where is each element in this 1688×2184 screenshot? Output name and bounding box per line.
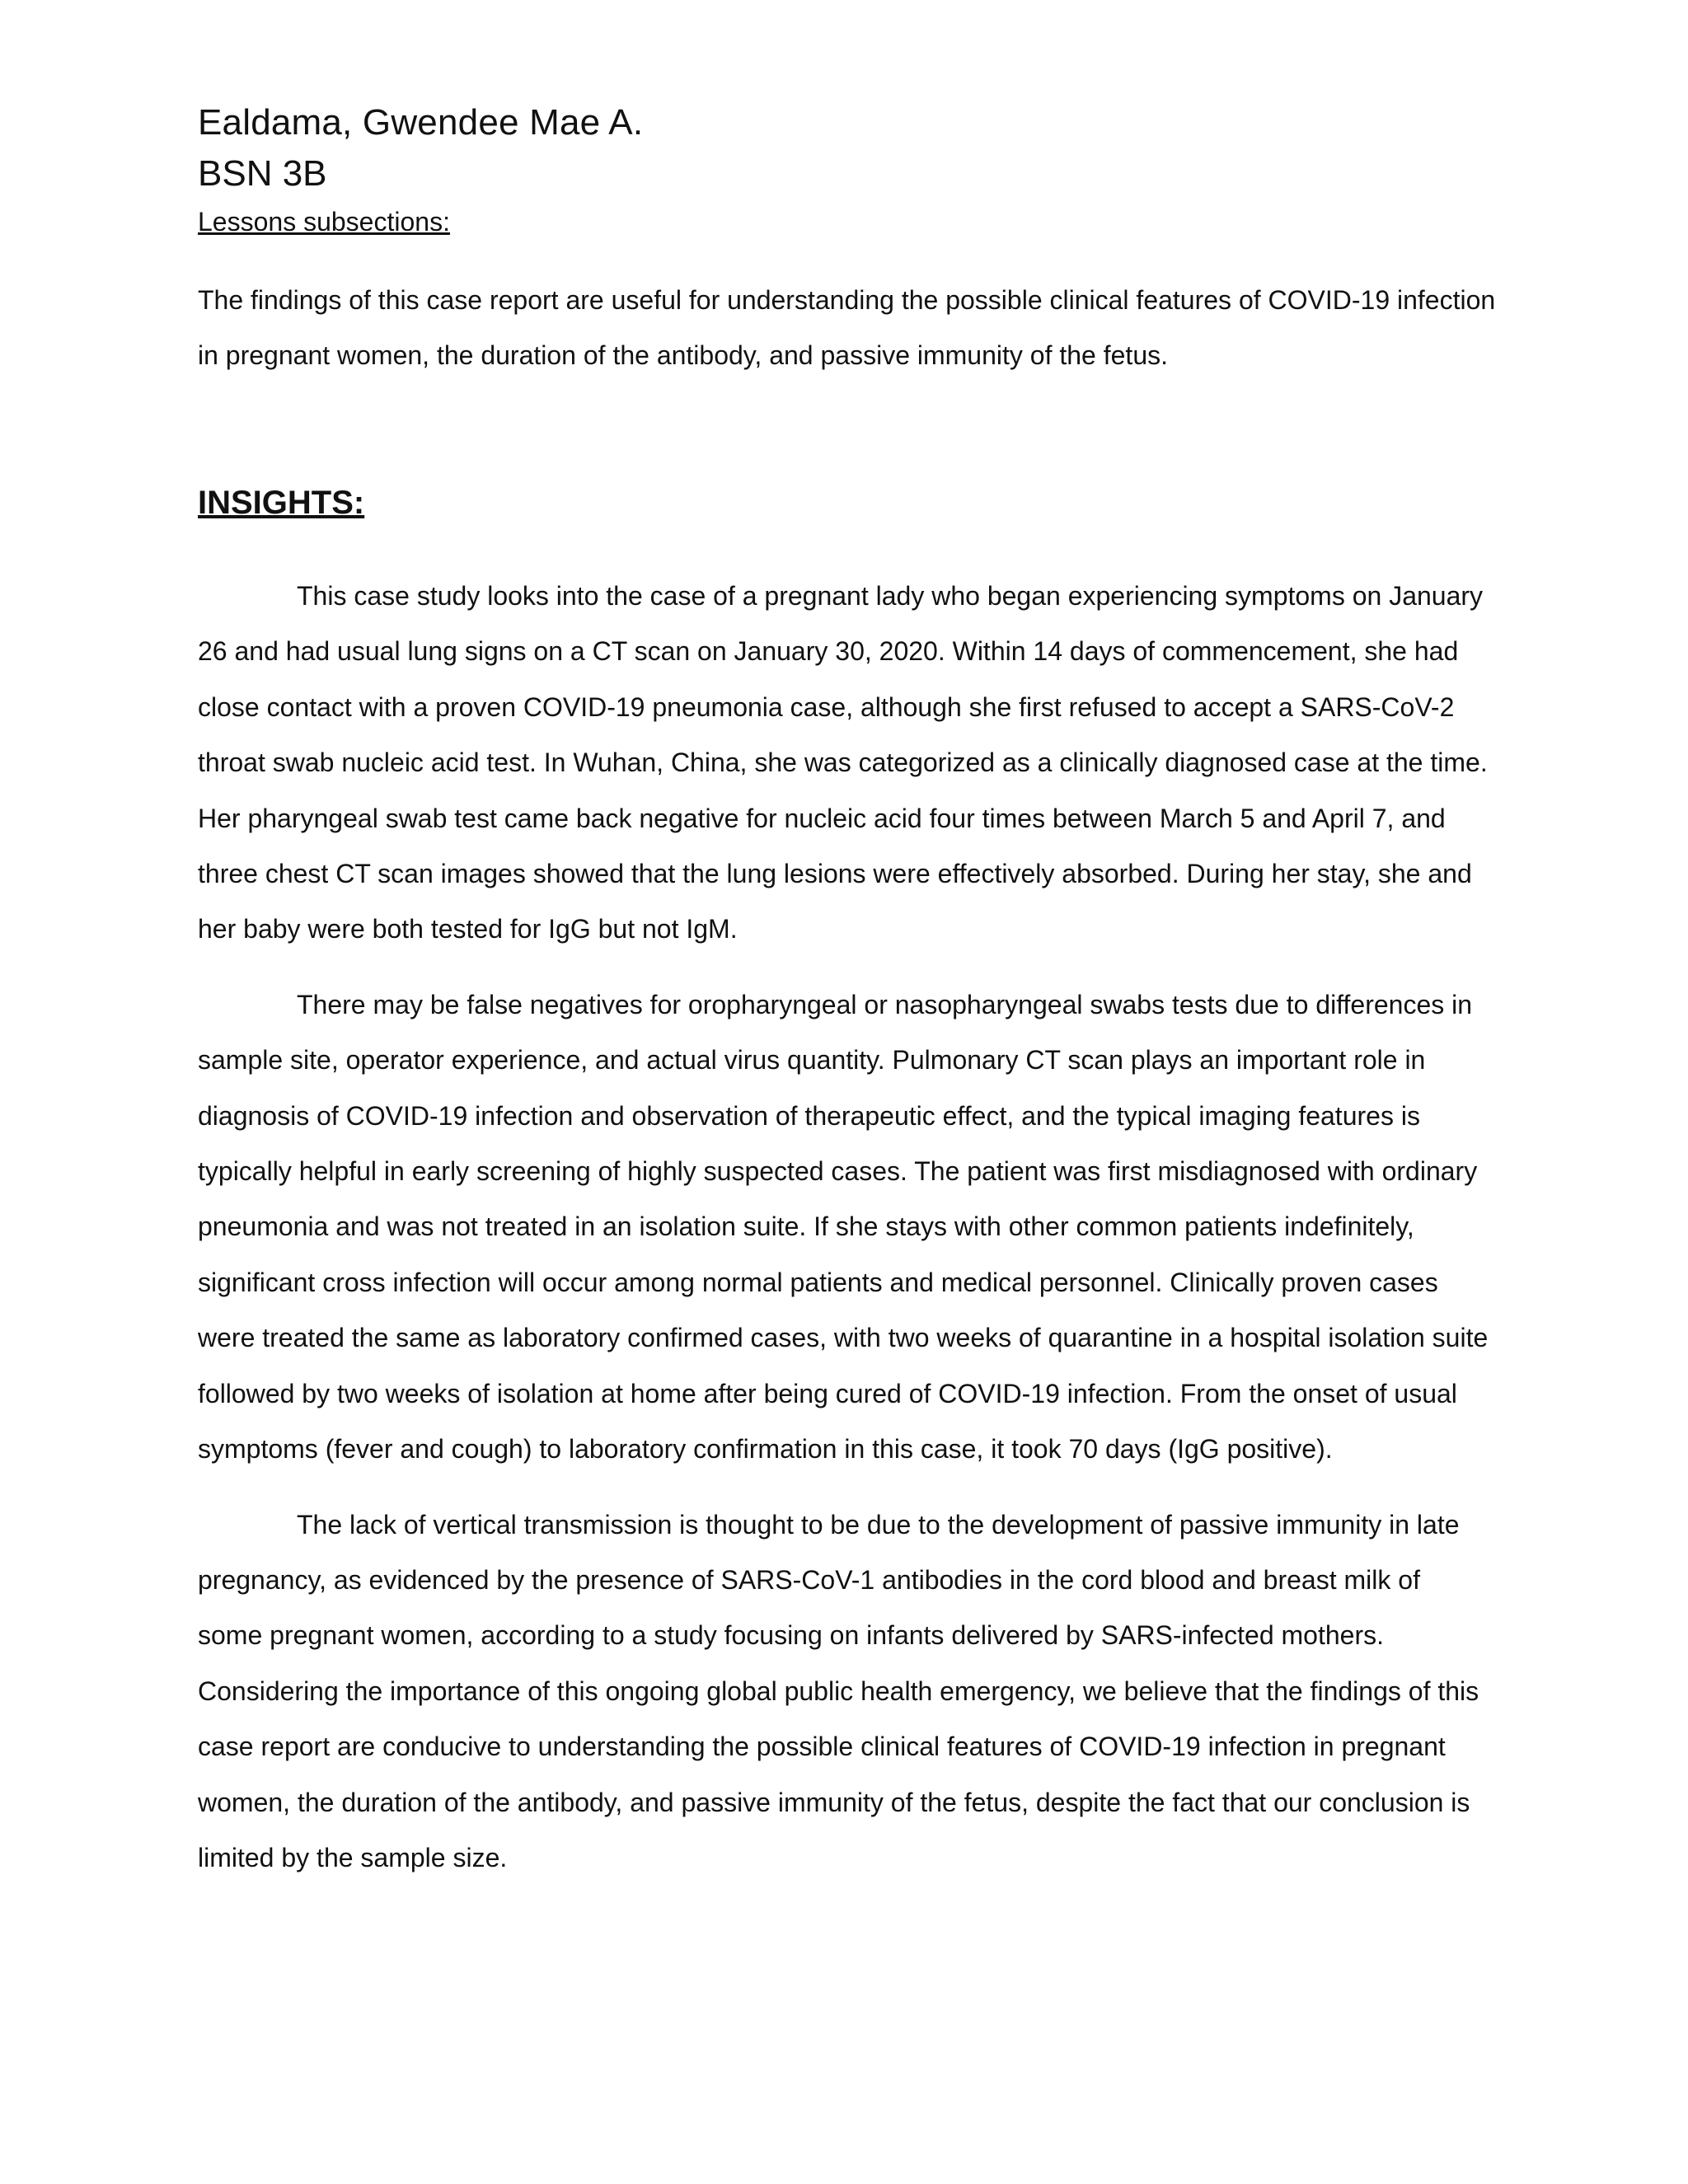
author-name: Ealdama, Gwendee Mae A. [198,102,644,143]
insights-paragraph-1: This case study looks into the case of a pregnant lady who began experiencing symptoms on January 26 and had usual lung signs on a CT scan on January 30, 2020. Within 14 days of commencement, she had close contact with a proven COVID-19 pneumonia case, although she first refused to accept a SARS-CoV-2 throat swab nucleic acid test. In Wuhan, China, she was categorized as a clinically diagnosed case at the time. Her pharyngeal swab test came back negative for nucleic acid four times between March 5 and April 7, and three chest CT scan images showed that the lung lesions were effectively absorbed. During her stay, she and her baby were both tested for IgG but not IgM. [198,581,1488,944]
course-section: BSN 3B [198,153,327,194]
document-header [198,97,1484,242]
insights-body [198,569,1490,1905]
insights-paragraph-3: The lack of vertical transmission is thought to be due to the development of passive immunity in late pregnancy, as evidenced by the presence of SARS-CoV-1 antibodies in the cord blood and breast milk of some pregnant women, according to a study focusing on infants delivered by SARS-infected mothers. Considering the importance of this ongoing global public health emergency, we believe that the findings of this case report are conducive to understanding the possible clinical features of COVID-19 infection in pregnant women, the duration of the antibody, and passive immunity of the fetus, despite the fact that our conclusion is limited by the sample size. [198,1509,1479,1872]
lessons-summary: The findings of this case report are useful for understanding the possible clinical features of COVID-19 infection in pregnant women, the duration of the antibody, and passive immunity of the fetus. [198,285,1496,370]
insights-paragraph-2: There may be false negatives for oropharyngeal or nasopharyngeal swabs tests due to differences in sample site, operator experience, and actual virus quantity. Pulmonary CT scan plays an important role in diagnosis of COVID-19 infection and observation of therapeutic effect, and the typical imaging features is typically helpful in early screening of highly suspected cases. The patient was first misdiagnosed with ordinary pneumonia and was not treated in an isolation suite. If she stays with other common patients indefinitely, significant cross infection will occur among normal patients and medical personnel. Clinically proven cases were treated the same as laboratory confirmed cases, with two weeks of quarantine in a hospital isolation suite followed by two weeks of isolation at home after being cured of COVID-19 infection. From the onset of usual symptoms (fever and cough) to laboratory confirmation in this case, it took 70 days (IgG positive). [198,989,1489,1465]
lessons-heading: Lessons subsections: [198,207,450,237]
insights-heading: INSIGHTS: [198,485,365,521]
